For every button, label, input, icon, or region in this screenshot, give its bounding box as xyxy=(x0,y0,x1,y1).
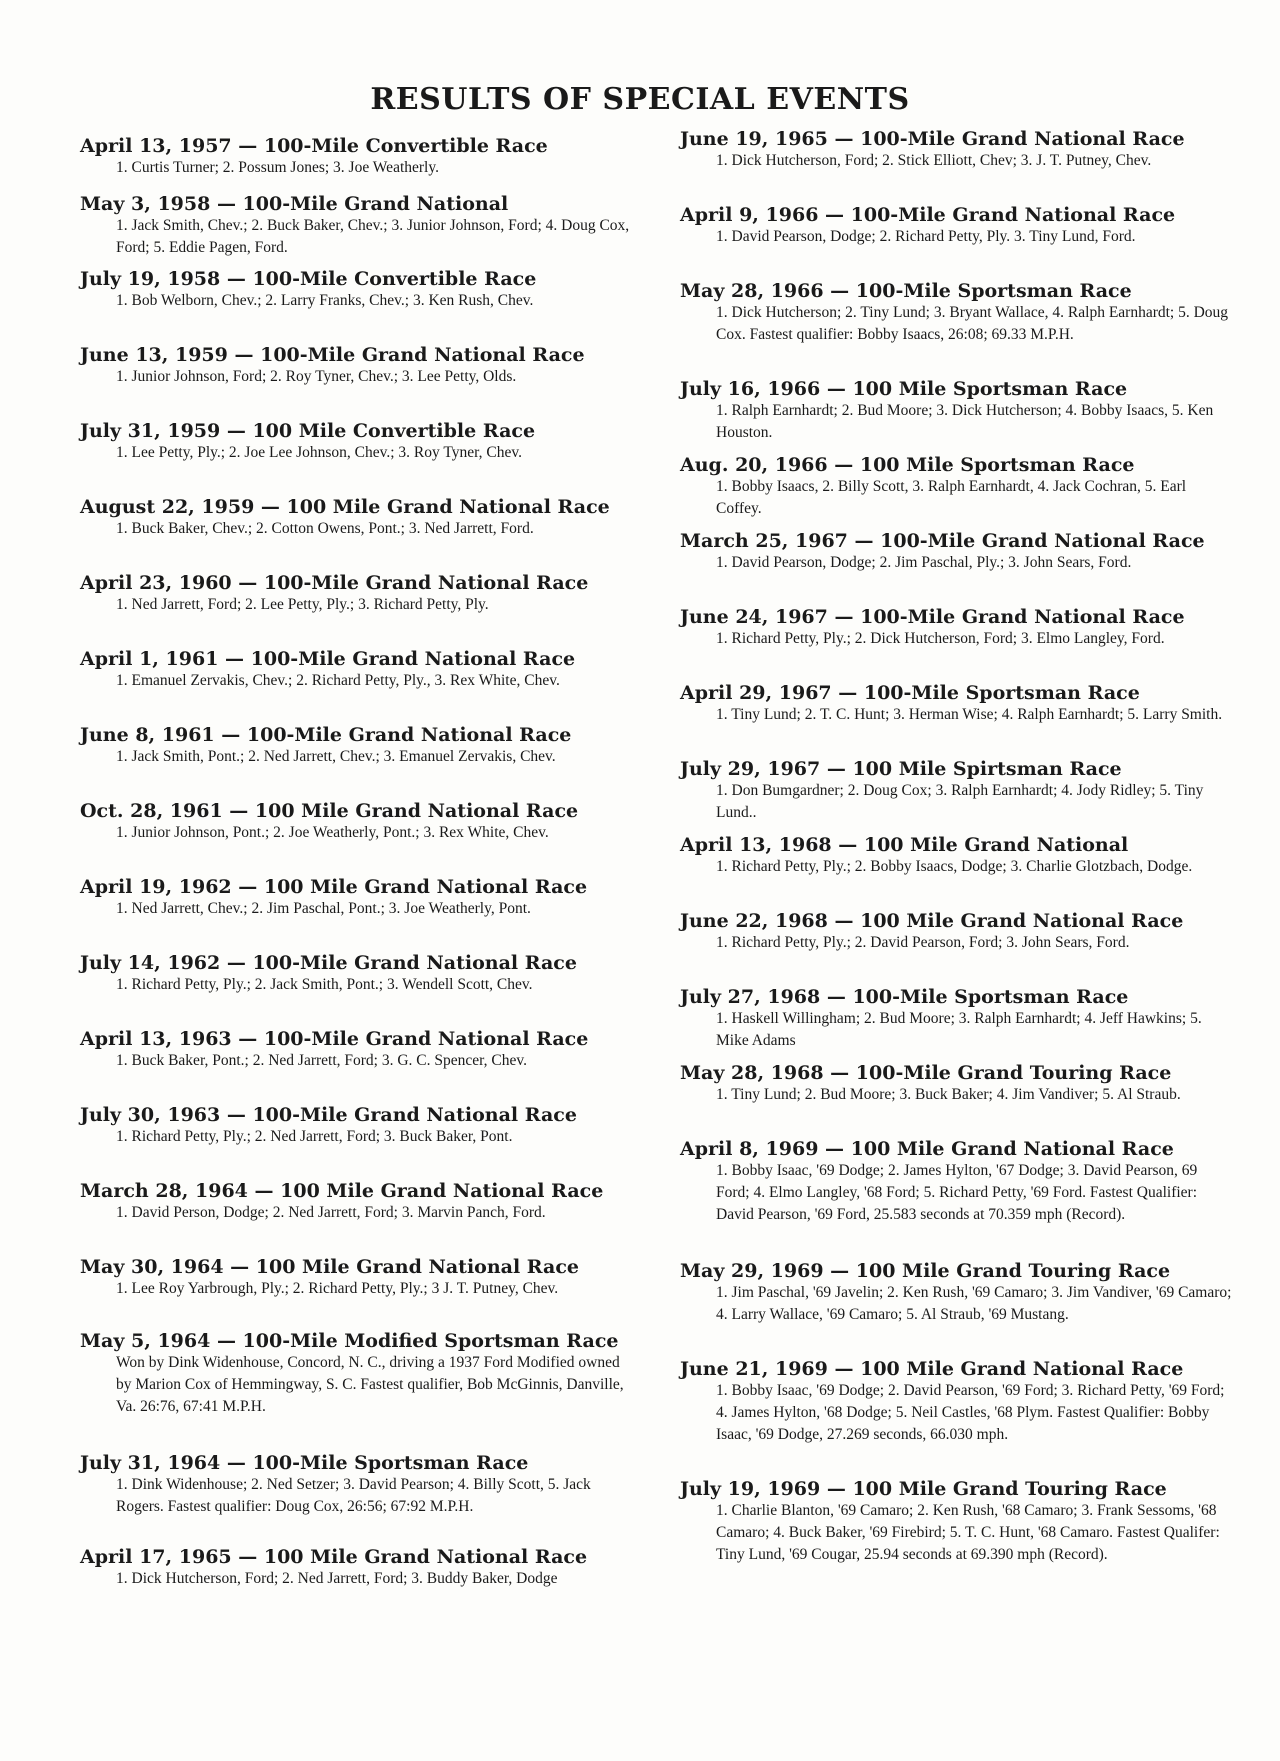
event-entry xyxy=(680,1138,1240,1226)
event-entry xyxy=(80,1104,640,1148)
event-entry xyxy=(80,800,640,844)
event-heading: April 13, 1968 — 100 Mile Grand National xyxy=(680,834,1129,856)
event-results: 1. Don Bumgardner; 2. Doug Cox; 3. Ralph Earnhardt; 4. Jody Ridley; 5. Tiny Lund.. xyxy=(716,782,1204,821)
event-heading: April 13, 1957 — 100-Mile Convertible Race xyxy=(80,135,548,157)
event-heading: July 29, 1967 — 100 Mile Spirtsman Race xyxy=(680,758,1122,780)
event-results: 1. Charlie Blanton, '69 Camaro; 2. Ken Rush, '68 Camaro; 3. Frank Sessoms, '68 Camaro; 4. Buck Baker, '69 Firebird; 5. T. C. Hunt, '68 Camaro. Fastest Qualifer: Tiny Lund, '69 Cougar, 25.94 seconds at 69.390 mph (Record). xyxy=(716,1502,1220,1563)
event-results: 1. Emanuel Zervakis, Chev.; 2. Richard Petty, Ply., 3. Rex White, Chev. xyxy=(116,672,560,689)
event-results: 1. Junior Johnson, Pont.; 2. Joe Weatherly, Pont.; 3. Rex White, Chev. xyxy=(116,824,549,841)
event-entry xyxy=(80,572,640,616)
event-heading: May 28, 1966 — 100-Mile Sportsman Race xyxy=(680,280,1132,302)
event-heading: July 31, 1964 — 100-Mile Sportsman Race xyxy=(80,1452,529,1474)
event-entry xyxy=(680,530,1240,574)
event-heading: June 22, 1968 — 100 Mile Grand National Race xyxy=(680,910,1184,932)
event-entry xyxy=(680,682,1240,726)
event-heading: August 22, 1959 — 100 Mile Grand National Race xyxy=(80,496,610,518)
event-results: 1. Dick Hutcherson; 2. Tiny Lund; 3. Bryant Wallace, 4. Ralph Earnhardt; 5. Doug Cox. Fastest qualifier: Bobby Isaacs, 26:08; 69.33 M.P.H. xyxy=(716,304,1229,343)
event-heading: April 29, 1967 — 100-Mile Sportsman Race xyxy=(680,682,1140,704)
event-results: 1. Richard Petty, Ply.; 2. Jack Smith, Pont.; 3. Wendell Scott, Chev. xyxy=(116,976,533,993)
event-entry xyxy=(80,1546,640,1590)
event-results: 1. Jack Smith, Chev.; 2. Buck Baker, Chev.; 3. Junior Johnson, Ford; 4. Doug Cox, Ford; 5. Eddie Pagen, Ford. xyxy=(116,217,630,256)
event-results: 1. Bob Welborn, Chev.; 2. Larry Franks, Chev.; 3. Ken Rush, Chev. xyxy=(116,292,534,309)
event-heading: June 19, 1965 — 100-Mile Grand National Race xyxy=(680,128,1185,150)
event-results: 1. David Pearson, Dodge; 2. Richard Petty, Ply. 3. Tiny Lund, Ford. xyxy=(716,228,1136,245)
event-results: 1. Buck Baker, Chev.; 2. Cotton Owens, Pont.; 3. Ned Jarrett, Ford. xyxy=(116,520,534,537)
event-heading: Aug. 20, 1966 — 100 Mile Sportsman Race xyxy=(680,454,1135,476)
event-entry xyxy=(680,758,1240,824)
event-entry xyxy=(680,378,1240,444)
event-heading: July 27, 1968 — 100-Mile Sportsman Race xyxy=(680,986,1129,1008)
event-results: 1. Bobby Isaacs, 2. Billy Scott, 3. Ralph Earnhardt, 4. Jack Cochran, 5. Earl Coffey. xyxy=(716,478,1187,517)
event-heading: May 29, 1969 — 100 Mile Grand Touring Race xyxy=(680,1260,1171,1282)
event-entry xyxy=(680,910,1240,954)
event-heading: May 28, 1968 — 100-Mile Grand Touring Race xyxy=(680,1062,1172,1084)
event-results: 1. Richard Petty, Ply.; 2. Dick Hutcherson, Ford; 3. Elmo Langley, Ford. xyxy=(716,630,1165,647)
event-results: 1. Richard Petty, Ply.; 2. David Pearson, Ford; 3. John Sears, Ford. xyxy=(716,934,1130,951)
event-results: 1. Jim Paschal, '69 Javelin; 2. Ken Rush, '69 Camaro; 3. Jim Vandiver, '69 Camaro; 4. Larry Wallace, '69 Camaro; 5. Al Straub, '69 Mustang. xyxy=(716,1284,1232,1323)
event-entry xyxy=(80,420,640,464)
event-entry xyxy=(80,648,640,692)
event-heading: May 3, 1958 — 100-Mile Grand National xyxy=(80,193,509,215)
event-entry xyxy=(80,1180,640,1224)
event-heading: April 19, 1962 — 100 Mile Grand National Race xyxy=(80,876,588,898)
event-entry xyxy=(80,1256,640,1300)
event-heading: June 8, 1961 — 100-Mile Grand National Race xyxy=(80,724,572,746)
event-entry xyxy=(80,724,640,768)
event-heading: May 30, 1964 — 100 Mile Grand National Race xyxy=(80,1256,579,1278)
event-results: 1. David Pearson, Dodge; 2. Jim Paschal, Ply.; 3. John Sears, Ford. xyxy=(716,554,1132,571)
event-heading: April 23, 1960 — 100-Mile Grand National Race xyxy=(80,572,589,594)
event-heading: July 30, 1963 — 100-Mile Grand National Race xyxy=(80,1104,577,1126)
event-results: 1. Bobby Isaac, '69 Dodge; 2. James Hylton, '67 Dodge; 3. David Pearson, 69 Ford; 4. Elmo Langley, '68 Ford; 5. Richard Petty, '69 Ford. Fastest Qualifier: David Pearson, '69 Ford, 25.583 seconds at 70.359 mph (Record). xyxy=(716,1162,1198,1223)
event-entry xyxy=(680,986,1240,1052)
event-results: 1. Dink Widenhouse; 2. Ned Setzer; 3. David Pearson; 4. Billy Scott, 5. Jack Rogers. Fastest qualifier: Doug Cox, 26:56; 67:92 M.P.H. xyxy=(116,1476,591,1515)
event-heading: May 5, 1964 — 100-Mile Modified Sportsman Race xyxy=(80,1330,619,1352)
event-entry xyxy=(80,1028,640,1072)
event-entry xyxy=(80,268,640,312)
event-entry xyxy=(80,1452,640,1518)
event-heading: June 13, 1959 — 100-Mile Grand National Race xyxy=(80,344,585,366)
event-results: 1. David Person, Dodge; 2. Ned Jarrett, Ford; 3. Marvin Panch, Ford. xyxy=(116,1204,546,1221)
event-results: 1. Richard Petty, Ply.; 2. Ned Jarrett, Ford; 3. Buck Baker, Pont. xyxy=(116,1128,513,1145)
event-results: 1. Ned Jarrett, Ford; 2. Lee Petty, Ply.; 3. Richard Petty, Ply. xyxy=(116,596,489,613)
event-results: 1. Tiny Lund; 2. T. C. Hunt; 3. Herman Wise; 4. Ralph Earnhardt; 5. Larry Smith. xyxy=(716,706,1223,723)
event-heading: July 14, 1962 — 100-Mile Grand National Race xyxy=(80,952,577,974)
event-entry xyxy=(680,834,1240,878)
event-heading: April 13, 1963 — 100-Mile Grand National Race xyxy=(80,1028,589,1050)
event-heading: April 1, 1961 — 100-Mile Grand National Race xyxy=(80,648,576,670)
event-entry xyxy=(680,454,1240,520)
event-entry xyxy=(680,1260,1240,1326)
event-entry xyxy=(680,1358,1240,1446)
event-results: 1. Jack Smith, Pont.; 2. Ned Jarrett, Chev.; 3. Emanuel Zervakis, Chev. xyxy=(116,748,556,765)
event-results: 1. Dick Hutcherson, Ford; 2. Ned Jarrett, Ford; 3. Buddy Baker, Dodge xyxy=(116,1570,558,1587)
event-heading: June 24, 1967 — 100-Mile Grand National Race xyxy=(680,606,1185,628)
event-heading: March 28, 1964 — 100 Mile Grand National Race xyxy=(80,1180,604,1202)
event-entry xyxy=(680,204,1240,248)
event-entry xyxy=(680,1062,1240,1106)
event-results: 1. Lee Petty, Ply.; 2. Joe Lee Johnson, Chev.; 3. Roy Tyner, Chev. xyxy=(116,444,522,461)
event-heading: March 25, 1967 — 100-Mile Grand National Race xyxy=(680,530,1205,552)
event-entry xyxy=(680,606,1240,650)
event-entry xyxy=(680,280,1240,346)
event-entry xyxy=(80,1330,640,1418)
event-results: 1. Lee Roy Yarbrough, Ply.; 2. Richard Petty, Ply.; 3 J. T. Putney, Chev. xyxy=(116,1280,559,1297)
event-results: 1. Curtis Turner; 2. Possum Jones; 3. Joe Weatherly. xyxy=(116,159,439,176)
event-heading: July 16, 1966 — 100 Mile Sportsman Race xyxy=(680,378,1128,400)
event-heading: Oct. 28, 1961 — 100 Mile Grand National Race xyxy=(80,800,579,822)
event-entry xyxy=(80,496,640,540)
event-results: 1. Bobby Isaac, '69 Dodge; 2. David Pearson, '69 Ford; 3. Richard Petty, '69 Ford; 4. James Hylton, '68 Dodge; 5. Neil Castles, '68 Plym. Fastest Qualifier: Bobby Isaac, '69 Dodge, 27.269 seconds, 66.030 mph. xyxy=(716,1382,1225,1443)
event-heading: July 19, 1969 — 100 Mile Grand Touring Race xyxy=(680,1478,1167,1500)
event-entry xyxy=(80,193,640,259)
event-results: 1. Ralph Earnhardt; 2. Bud Moore; 3. Dick Hutcherson; 4. Bobby Isaacs, 5. Ken Houston. xyxy=(716,402,1214,441)
event-heading: April 17, 1965 — 100 Mile Grand National Race xyxy=(80,1546,588,1568)
event-results: 1. Buck Baker, Pont.; 2. Ned Jarrett, Ford; 3. G. C. Spencer, Chev. xyxy=(116,1052,528,1069)
event-results: Won by Dink Widenhouse, Concord, N. C., driving a 1937 Ford Modified owned by Marion Cox of Hemmingway, S. C. Fastest qualifier, Bob McGinnis, Danville, Va. 26:76, 67:41 M.P.H. xyxy=(116,1354,624,1415)
event-heading: April 8, 1969 — 100 Mile Grand National Race xyxy=(680,1138,1174,1160)
event-entry xyxy=(80,876,640,920)
event-heading: July 31, 1959 — 100 Mile Convertible Race xyxy=(80,420,536,442)
event-entry xyxy=(680,128,1240,172)
event-results: 1. Ned Jarrett, Chev.; 2. Jim Paschal, Pont.; 3. Joe Weatherly, Pont. xyxy=(116,900,531,917)
event-results: 1. Richard Petty, Ply.; 2. Bobby Isaacs, Dodge; 3. Charlie Glotzbach, Dodge. xyxy=(716,858,1193,875)
event-heading: April 9, 1966 — 100-Mile Grand National Race xyxy=(680,204,1176,226)
event-results: 1. Tiny Lund; 2. Bud Moore; 3. Buck Baker; 4. Jim Vandiver; 5. Al Straub. xyxy=(716,1086,1181,1103)
event-heading: July 19, 1958 — 100-Mile Convertible Race xyxy=(80,268,537,290)
event-entry xyxy=(80,344,640,388)
event-results: 1. Dick Hutcherson, Ford; 2. Stick Elliott, Chev; 3. J. T. Putney, Chev. xyxy=(716,152,1152,169)
page-title: RESULTS OF SPECIAL EVENTS xyxy=(370,82,910,117)
event-results: 1. Haskell Willingham; 2. Bud Moore; 3. Ralph Earnhardt; 4. Jeff Hawkins; 5. Mike Adams xyxy=(716,1010,1202,1049)
event-entry xyxy=(680,1478,1240,1566)
event-results: 1. Junior Johnson, Ford; 2. Roy Tyner, Chev.; 3. Lee Petty, Olds. xyxy=(116,368,517,385)
event-entry xyxy=(80,135,640,179)
event-heading: June 21, 1969 — 100 Mile Grand National Race xyxy=(680,1358,1184,1380)
event-entry xyxy=(80,952,640,996)
